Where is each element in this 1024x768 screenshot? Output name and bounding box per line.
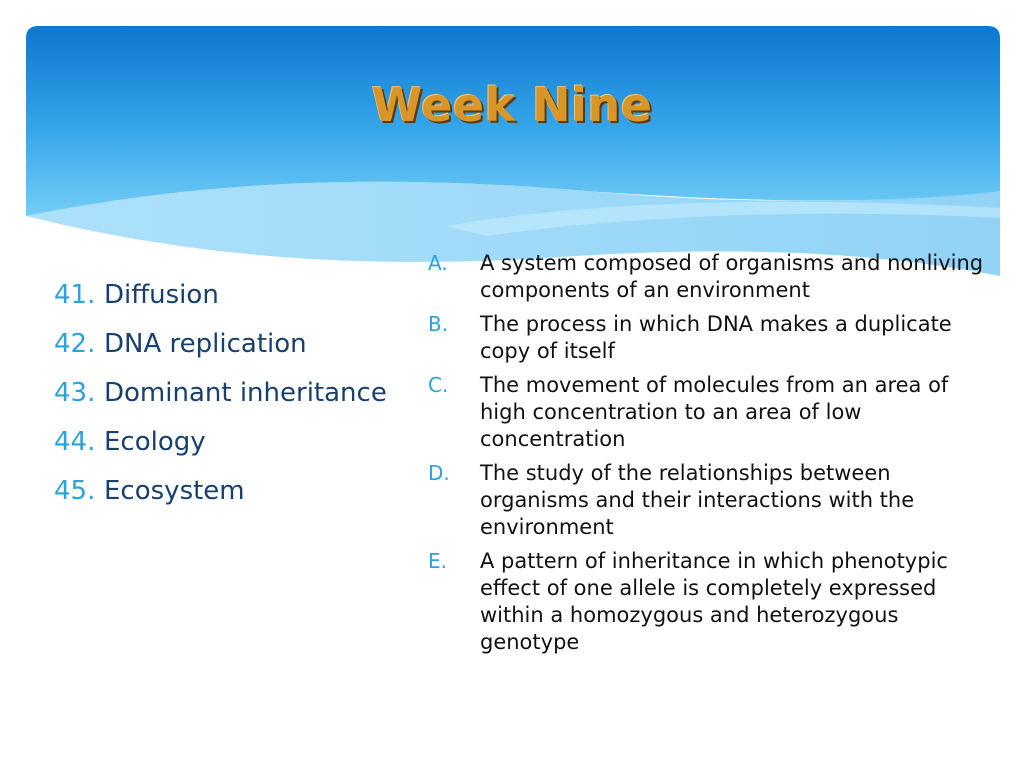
term-item — [54, 467, 387, 516]
definition-letter: D. — [428, 461, 450, 485]
definition-letter: C. — [428, 373, 449, 397]
term-list — [54, 271, 387, 516]
term-label: Ecosystem — [104, 476, 245, 506]
definition-item — [428, 250, 998, 304]
term-label: DNA replication — [104, 329, 307, 359]
term-label: Diffusion — [104, 280, 219, 310]
term-number: 43. — [54, 378, 96, 408]
term-item — [54, 418, 387, 467]
definition-text: The movement of molecules from an area of high concentration to an area of low concentration — [480, 373, 949, 451]
slide-title: Week Nine — [371, 78, 653, 132]
term-number: 44. — [54, 427, 96, 457]
definition-text: The process in which DNA makes a duplicate copy of itself — [480, 312, 952, 363]
definition-text: A system composed of organisms and nonliving components of an environment — [480, 251, 984, 302]
term-label: Dominant inheritance — [104, 378, 387, 408]
definition-item — [428, 548, 998, 656]
term-item — [54, 271, 387, 320]
definition-item — [428, 372, 998, 453]
definition-letter: B. — [428, 312, 449, 336]
term-item — [54, 320, 387, 369]
term-number: 45. — [54, 476, 96, 506]
definition-text: The study of the relationships between organisms and their interactions with the environment — [480, 461, 915, 539]
definition-item — [428, 311, 998, 365]
definition-letter: E. — [428, 549, 447, 573]
definition-item — [428, 460, 998, 541]
term-label: Ecology — [104, 427, 206, 457]
definition-letter: A. — [428, 251, 448, 275]
term-number: 42. — [54, 329, 96, 359]
term-number: 41. — [54, 280, 96, 310]
definition-list — [428, 250, 998, 663]
definition-text: A pattern of inheritance in which phenotypic effect of one allele is completely expressed within a homozygous and heterozygous genotype — [480, 549, 948, 654]
term-item — [54, 369, 387, 418]
